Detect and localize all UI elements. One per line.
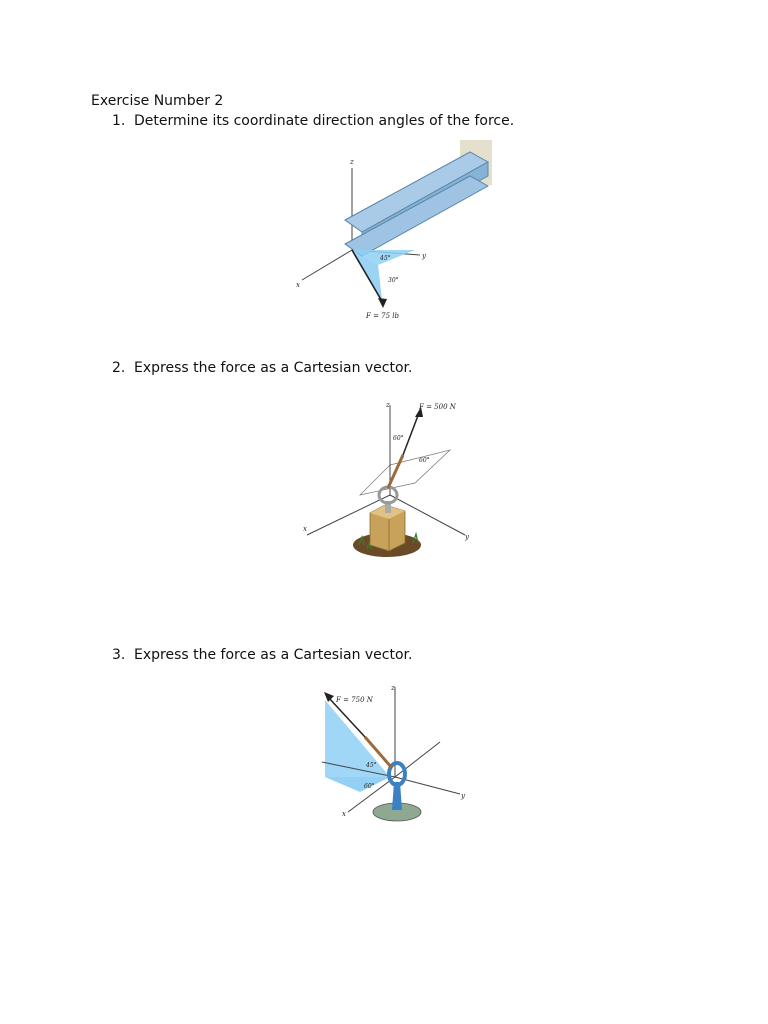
angle-label-y: 60° [419,457,430,464]
axis-label-y: y [465,533,469,541]
exercise-title: Exercise Number 2 [91,93,224,109]
angle-label-z: 60° [393,435,404,442]
angle-label-45: 45° [380,255,391,262]
force-plane [325,700,390,777]
axis-label-z: z [391,684,395,692]
question-text: Express the force as a Cartesian vector. [134,647,413,663]
question-2 [112,360,412,376]
question-text: Determine its coordinate direction angles of the force. [134,113,515,129]
angle-label-45: 45° [366,762,377,769]
axis-label-y: y [422,252,426,260]
projection-plane [325,777,390,792]
question-3 [112,647,412,663]
angle-label-30: 30° [388,277,399,284]
figure-3-eyebolt-force [300,682,480,832]
force-vector [403,413,419,455]
force-arrowhead [324,692,334,702]
question-1 [112,113,514,129]
force-label: F = 75 lb [366,312,400,320]
y-axis-negative [395,742,440,777]
axis-label-x: x [342,810,346,818]
force-label: F = 750 N [336,696,373,704]
force-arrowhead [378,298,387,308]
reference-box [360,450,450,495]
eye-bolt-ring [379,487,397,503]
figure-1-beam-force [290,140,500,325]
x-axis [302,250,352,280]
question-text: Express the force as a Cartesian vector. [134,360,413,376]
question-number: 1. [112,113,126,129]
axis-label-z: z [386,401,390,409]
figure-2-eyebolt-force [295,395,480,565]
angle-label-60: 60° [364,783,375,790]
force-label: F = 500 N [419,403,456,411]
question-number: 3. [112,647,126,663]
axis-label-x: x [303,525,307,533]
axis-label-z: z [350,158,354,166]
axis-label-x: x [296,281,300,289]
axis-label-y: y [461,792,465,800]
question-number: 2. [112,360,126,376]
